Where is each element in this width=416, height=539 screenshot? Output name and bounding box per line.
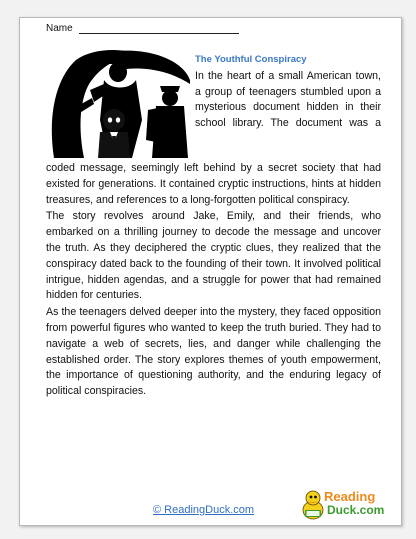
story-title: The Youthful Conspiracy [195, 54, 307, 65]
readingduck-logo [299, 488, 385, 522]
name-label: Name [46, 23, 73, 34]
readingduck-link[interactable]: © ReadingDuck.com [153, 504, 255, 516]
paragraph-3: As the teenagers delved deeper into the mystery, they faced opposition from powerful figures who wanted to keep the truth buried. They had to navigate a web of secrets, lies, and danger while challenging the established order. The story explores themes of youth empowerment, the importance of questioning authority, and the enduring legacy of political conspiracies. [46, 306, 381, 398]
name-field-row [46, 23, 239, 34]
story-body [46, 161, 381, 400]
worksheet-page [19, 17, 402, 526]
name-blank-line [79, 24, 239, 34]
paragraph-1-continued: coded message, seemingly left behind by a secret society that had existed for generations. It contained cryptic instructions, hints at hidden treasures, and references to a long-forgotten political conspiracy. [46, 162, 381, 206]
logo-text-reading: Reading [324, 489, 376, 504]
logo-text-duck: Duck.com [327, 503, 385, 517]
silhouette-figures-icon [48, 50, 190, 158]
paragraph-2: The story revolves around Jake, Emily, and their friends, who embarked on a thrilling journey to decode the message and uncover the truth. As they deciphered the cryptic clues, they realized that the conspiracy dated back to the founding of their town. It involved political intrigue, hidden agendas, and a struggle for power that had remained hidden for centuries. [46, 210, 381, 302]
intro-text: In the heart of a small American town, a group of teenagers stumbled upon a mysterious document hidden in their school library. The document was a [195, 70, 381, 130]
